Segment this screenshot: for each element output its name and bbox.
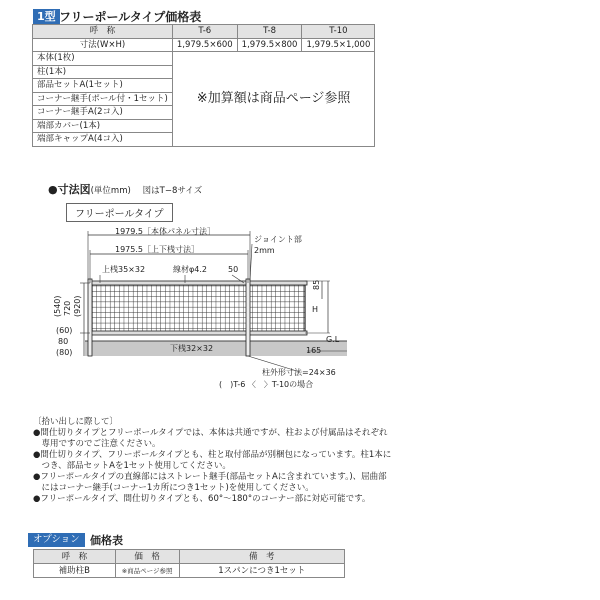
joint-label: ジョイント部 (254, 235, 302, 244)
option-col-name: 呼 称 (34, 550, 116, 564)
dimension-note: 図はT−8サイズ (142, 186, 203, 196)
option-header-row (34, 550, 345, 564)
item-name: 端部キャップA(4コ入) (33, 133, 173, 147)
note-line: 専用ですのでご注意ください。 (33, 439, 161, 449)
option-table (33, 549, 345, 578)
option-badge: オプション (28, 533, 85, 547)
option-item-price: ※商品ページ参照 (115, 564, 179, 578)
model-t8-header: T-8 (237, 25, 302, 39)
notes-block (33, 417, 391, 505)
item-name: コーナー継手(ポール付・1セット) (33, 92, 173, 106)
item-name: 部品セットA(1セット) (33, 79, 173, 93)
panel-width-label: 1979.5［本体パネル寸法］ (115, 227, 215, 236)
dim-720-label: 720 (63, 300, 72, 316)
dim-540-label: (540) (53, 295, 62, 317)
note-line: ●フリーポールタイプ、間仕切りタイプとも、60°〜180°のコーナー部に対応可能です。 (33, 494, 371, 504)
dimension-title: ●寸法図 (48, 183, 91, 196)
gl-label: G.L (326, 335, 340, 344)
joint-mm-label: 2mm (254, 246, 275, 255)
dim-80b-label: (80) (56, 348, 73, 357)
dim-h-label: H (312, 305, 319, 314)
table-row (34, 564, 345, 578)
top-rail-label: 上桟35×32 (102, 265, 146, 274)
dim-920-label: (920) (73, 295, 82, 317)
note-line: ●間仕切りタイプ、フリーポールタイプとも、柱と取付部品が別梱包になっています。柱1本に (33, 450, 392, 460)
type-badge: 1型 (33, 9, 60, 24)
type-label-box: フリーポールタイプ (66, 203, 173, 222)
bottom-rail (90, 331, 307, 335)
dim-80-label: 80 (58, 337, 69, 346)
page-title: フリーポールタイプ価格表 (59, 10, 202, 24)
post-middle (246, 279, 250, 356)
dim-60-label: (60) (56, 326, 73, 335)
top-rail (90, 281, 307, 285)
mesh-panel (92, 283, 305, 333)
price-note: ※加算額は商品ページ参照 (172, 52, 375, 147)
dims-t8: 1,979.5×800 (237, 38, 302, 52)
model-t10-header: T-10 (302, 25, 375, 39)
bottom-rail-label: 下桟32×32 (170, 344, 214, 353)
rail-width-label: 1975.5［上下桟寸法］ (115, 245, 199, 254)
notes-heading: 〔拾い出しに際して〕 (33, 417, 119, 427)
paren-note-label: ( )T-6 〈 〉T-10の場合 (219, 380, 314, 389)
option-col-remark: 備 考 (179, 550, 344, 564)
dimension-unit: (単位mm) (90, 186, 131, 196)
post-size-label: 柱外形寸法=24×36 (262, 368, 336, 377)
wire-label: 線材φ4.2 (173, 265, 207, 274)
note-line: にはコーナー継手(コーナー1カ所につき1セット)を使用してください。 (33, 483, 314, 493)
item-name: コーナー継手A(2コ入) (33, 106, 173, 120)
note-line: ●間仕切りタイプとフリーポールタイプでは、本体は共通ですが、柱および付属品はそれぞれ (33, 428, 388, 438)
note-line: ●フリーポールタイプの直線部にはストレート継手(部品セットAに含まれています。)、屈曲部 (33, 472, 387, 482)
dims-label: 寸法(W×H) (33, 38, 173, 52)
item-name: 本体(1枚) (33, 52, 173, 66)
option-item-name: 補助柱B (34, 564, 116, 578)
dim-165-label: 165 (306, 346, 322, 355)
model-t6-header: T-6 (172, 25, 237, 39)
option-item-remark: 1スパンにつき1セット (179, 564, 344, 578)
item-name: 端部カバー(1本) (33, 119, 173, 133)
note-line: つき、部品セットAを1セット使用してください。 (33, 461, 231, 471)
post-left (88, 279, 92, 356)
gap-label: 50 (228, 265, 239, 274)
dims-t10: 1,979.5×1,000 (302, 38, 375, 52)
option-title: 価格表 (90, 534, 123, 547)
item-name: 柱(1本) (33, 65, 173, 79)
col-name-header: 呼 称 (33, 25, 173, 39)
dims-t6: 1,979.5×600 (172, 38, 237, 52)
dim-85-label: 85 (312, 279, 321, 290)
option-col-price: 価 格 (115, 550, 179, 564)
